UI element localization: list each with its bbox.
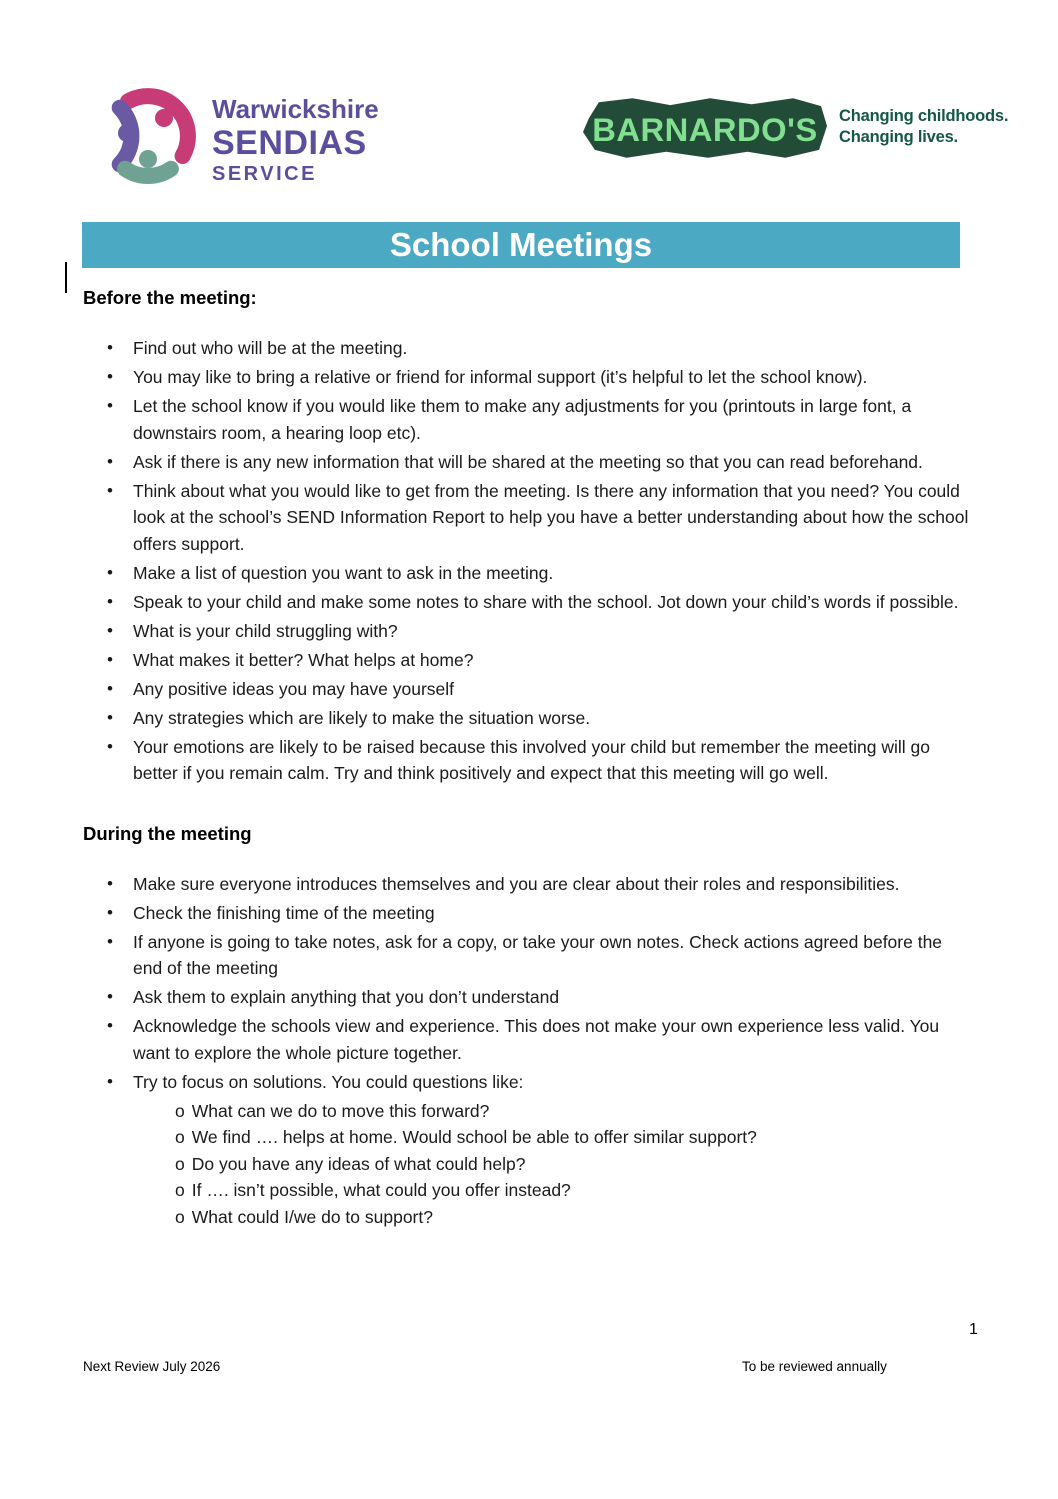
example-questions-list: [83, 1098, 969, 1231]
sendias-logo-text: [212, 94, 379, 186]
list-item: • Make sure everyone introduces themselves and you are clear about their roles and responsibilities.: [83, 871, 969, 898]
sub-bullet-marker: o: [175, 1180, 185, 1200]
list-item: • Your emotions are likely to be raised because this involved your child but remember the meeting will go better if you remain calm. Try and think positively and expect that this meeting will go well.: [83, 734, 969, 787]
list-item: • Ask if there is any new information that will be shared at the meeting so that you can read beforehand.: [83, 449, 969, 476]
sub-bullet-marker: o: [175, 1153, 185, 1174]
sendias-logo-line3: SERVICE: [212, 163, 317, 185]
svg-text:BARNARDO'S: BARNARDO'S: [592, 110, 818, 148]
sub-bullet-marker: o: [175, 1100, 185, 1121]
sub-list-item-text: We find …. helps at home. Would school be able to offer similar support?: [191, 1127, 757, 1147]
barnardos-tagline-line1: Changing childhoods.: [839, 107, 1009, 125]
list-item: • Speak to your child and make some notes to share with the school. Jot down your child’s words if possible.: [83, 589, 969, 616]
sub-list-item-text: What can we do to move this forward?: [191, 1100, 490, 1121]
sendias-logo-icon: [88, 76, 208, 196]
title-banner: [82, 222, 960, 268]
sub-bullet-marker: o: [175, 1127, 185, 1147]
sub-list-item: [175, 1177, 969, 1204]
list-item: • Acknowledge the schools view and experience. This does not make your own experience less valid. You want to explore the whole picture together.: [83, 1013, 969, 1066]
list-item: • What is your child struggling with?: [83, 618, 969, 645]
sub-bullet-marker: o: [175, 1206, 185, 1227]
sub-list-item-text: If …. isn’t possible, what could you offer instead?: [191, 1180, 571, 1200]
barnardos-wordmark-icon: [581, 96, 829, 160]
footer-review-note: To be reviewed annually: [742, 1359, 887, 1374]
sub-list-item: [175, 1151, 969, 1178]
document-body: [83, 287, 969, 1230]
sub-list-item: [175, 1204, 969, 1231]
list-item: • Ask them to explain anything that you don’t understand: [83, 984, 969, 1011]
page-number: 1: [969, 1321, 978, 1338]
change-bar: [65, 262, 67, 293]
section-heading-before: Before the meeting:: [83, 287, 257, 308]
footer-next-review: Next Review July 2026: [83, 1359, 221, 1374]
sub-list-item: [175, 1098, 969, 1125]
barnardos-tagline-line2: Changing lives.: [839, 128, 958, 146]
list-item: • Check the finishing time of the meeting: [83, 900, 969, 927]
list-item: • If anyone is going to take notes, ask for a copy, or take your own notes. Check actions agreed before the end of the meeting: [83, 929, 969, 982]
list-item: • Make a list of question you want to ask in the meeting.: [83, 560, 969, 587]
list-item: • Try to focus on solutions. You could questions like:: [83, 1069, 969, 1096]
list-item: • Any positive ideas you may have yourself: [83, 676, 969, 703]
list-item: • Think about what you would like to get from the meeting. Is there any information that you need? You could look at the school’s SEND Information Report to help you have a better understanding about how the school offers support.: [83, 478, 969, 558]
list-item: • Let the school know if you would like them to make any adjustments for you (printouts in large font, a downstairs room, a hearing loop etc).: [83, 393, 969, 446]
before-meeting-list: [83, 335, 969, 787]
section-heading-during: During the meeting: [83, 822, 252, 844]
list-item: • Any strategies which are likely to make the situation worse.: [83, 705, 969, 732]
during-meeting-list: [83, 871, 969, 1096]
sendias-logo-line1: Warwickshire: [212, 94, 379, 124]
list-item: • You may like to bring a relative or friend for informal support (it’s helpful to let the school know).: [83, 364, 969, 391]
list-item: • Find out who will be at the meeting.: [83, 335, 969, 362]
sendias-logo-line2: SENDIAS: [212, 124, 367, 162]
page-title: School Meetings: [389, 226, 653, 263]
sub-list-item-text: What could I/we do to support?: [191, 1206, 433, 1227]
barnardos-logo: [581, 96, 1008, 160]
sub-list-item-text: Do you have any ideas of what could help?: [191, 1153, 526, 1174]
barnardos-tagline: [839, 106, 1008, 148]
list-item: • What makes it better? What helps at home?: [83, 647, 969, 674]
sub-list-item: [175, 1124, 969, 1151]
